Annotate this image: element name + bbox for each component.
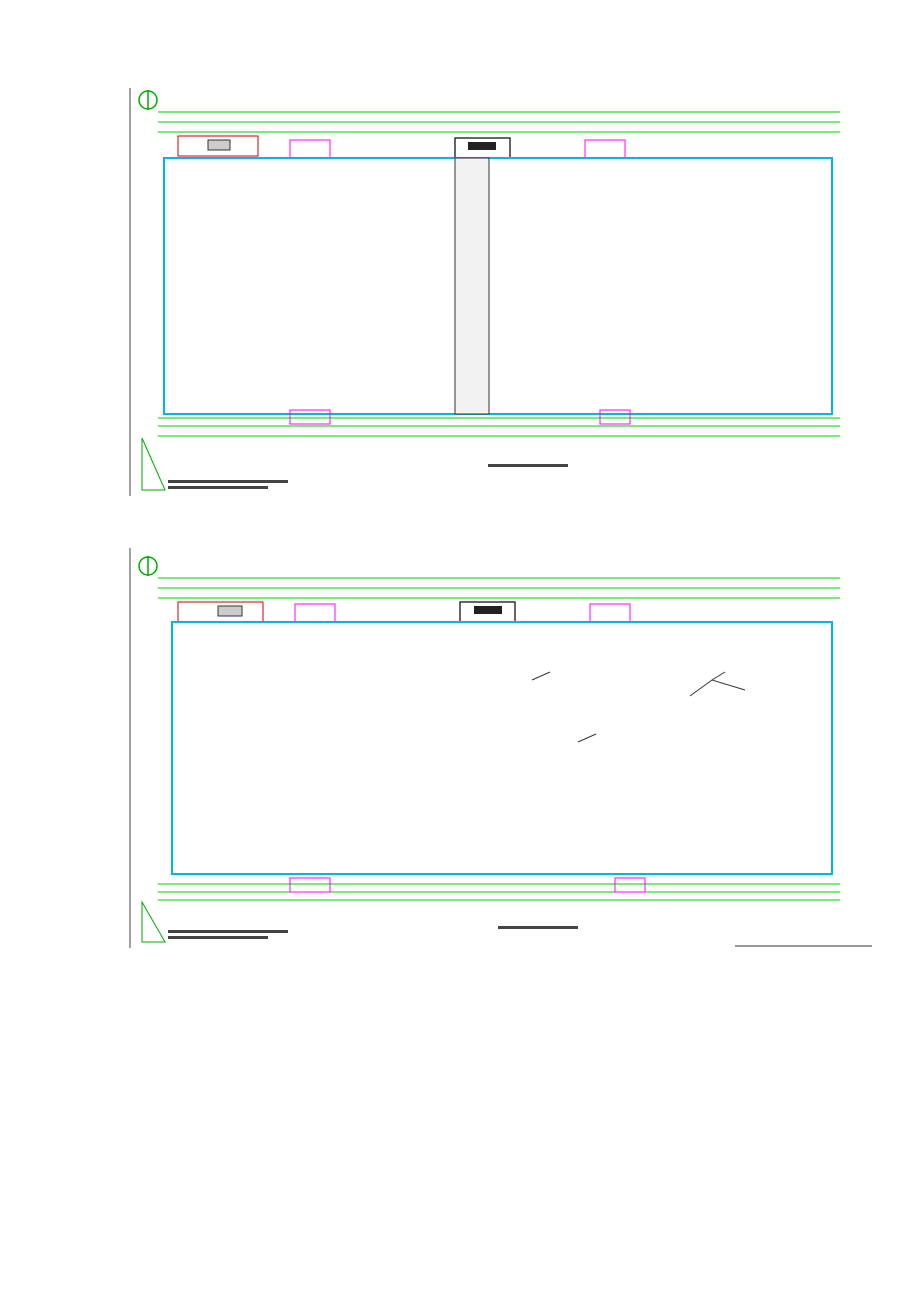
figure2-joint-layout-plan <box>130 548 872 948</box>
figure1-pour-sequence-plan <box>130 88 840 496</box>
